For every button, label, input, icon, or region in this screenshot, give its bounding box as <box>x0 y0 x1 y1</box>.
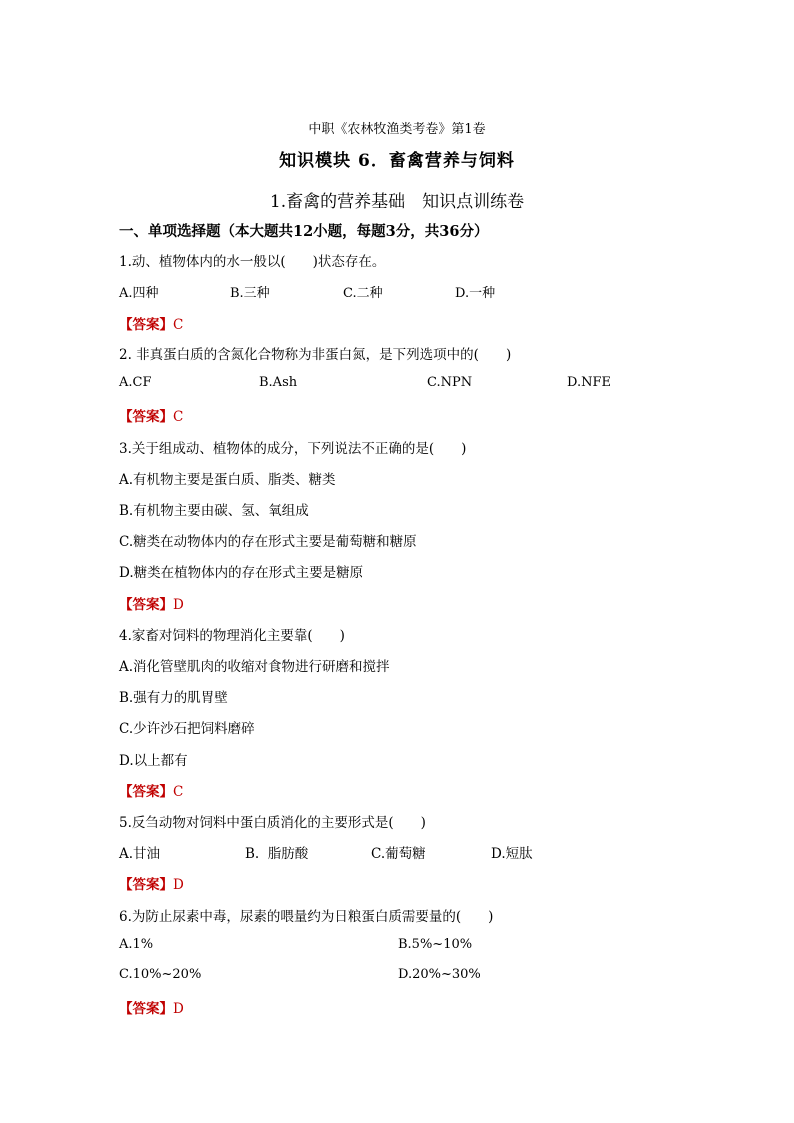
option-d: D.20%~30% <box>398 967 481 982</box>
question-stem: 6.为防止尿素中毒，尿素的喂量约为日粮蛋白质需要量的( ) <box>119 909 494 925</box>
option-c: C.葡萄糖 <box>371 846 426 862</box>
option-d: D.一种 <box>455 286 496 301</box>
answer-label: 【答案】 <box>119 597 173 613</box>
option-a: A.有机物主要是蛋白质、脂类、糖类 <box>119 472 336 488</box>
answer-line <box>119 780 183 800</box>
option-a: A.1% <box>119 937 154 952</box>
subtitle: 1.畜禽的营养基础 知识点训练卷 <box>269 192 525 212</box>
question-stem: 5.反刍动物对饲料中蛋白质消化的主要形式是( ) <box>119 815 426 831</box>
answer-value: C <box>173 784 184 800</box>
option-b: B.三种 <box>230 286 270 301</box>
answer-label: 【答案】 <box>119 784 173 800</box>
option-b: B. 脂肪酸 <box>245 846 309 862</box>
answer-line <box>119 593 184 613</box>
answer-value: C <box>173 409 184 425</box>
answer-line <box>119 405 183 425</box>
option-b: B.Ash <box>259 375 298 390</box>
option-b: B.5%~10% <box>398 937 473 952</box>
question-stem: 4.家畜对饲料的物理消化主要靠( ) <box>119 628 345 644</box>
option-c: C.少许沙石把饲料磨碎 <box>119 721 255 737</box>
option-d: D.糖类在植物体内的存在形式主要是糖原 <box>119 565 364 581</box>
option-d: D.NFE <box>567 375 611 390</box>
option-c: C.二种 <box>343 286 383 301</box>
question-stem: 3.关于组成动、植物体的成分，下列说法不正确的是( ) <box>119 441 467 457</box>
answer-value: D <box>173 597 184 613</box>
option-d: D.短肽 <box>491 846 533 862</box>
question-stem: 2. 非真蛋白质的含氮化合物称为非蛋白氮，是下列选项中的( ) <box>119 347 512 363</box>
answer-value: C <box>173 317 184 333</box>
option-c: C.NPN <box>427 375 473 390</box>
option-d: D.以上都有 <box>119 753 188 769</box>
option-a: A.四种 <box>119 286 159 301</box>
option-a: A.消化管壁肌肉的收缩对食物进行研磨和搅拌 <box>119 659 390 675</box>
answer-label: 【答案】 <box>119 409 173 425</box>
option-c: C.10%~20% <box>119 967 202 982</box>
answer-value: D <box>173 877 184 893</box>
answer-line <box>119 873 184 893</box>
answer-label: 【答案】 <box>119 1001 173 1017</box>
option-b: B.有机物主要由碳、氢、氧组成 <box>119 503 309 519</box>
option-a: A.CF <box>119 375 152 390</box>
exam-header: 中职《农林牧渔类考卷》第1卷 <box>308 122 486 137</box>
section-heading: 一、单项选择题（本大题共12小题，每题3分，共36分） <box>119 223 489 240</box>
question-stem: 1.动、植物体内的水一般以( )状态存在。 <box>119 254 386 270</box>
answer-value: D <box>173 1001 184 1017</box>
answer-line <box>119 997 184 1017</box>
module-title: 知识模块 6．畜禽营养与饲料 <box>279 151 515 171</box>
answer-label: 【答案】 <box>119 317 173 333</box>
option-a: A.甘油 <box>119 846 161 862</box>
option-b: B.强有力的肌胃壁 <box>119 690 228 706</box>
answer-line <box>119 313 183 333</box>
option-c: C.糖类在动物体内的存在形式主要是葡萄糖和糖原 <box>119 534 417 550</box>
answer-label: 【答案】 <box>119 877 173 893</box>
